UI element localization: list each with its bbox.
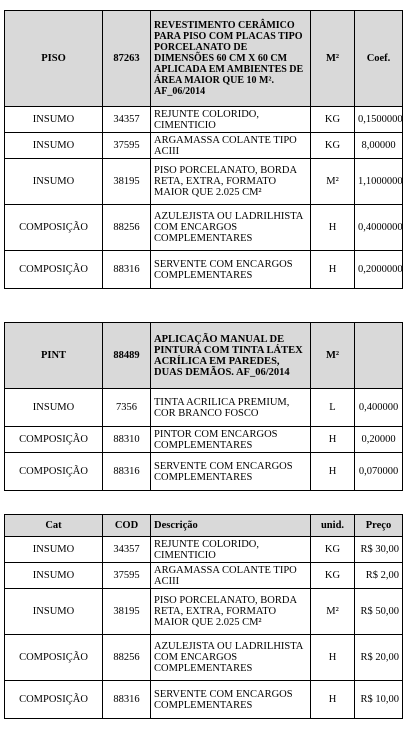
header-coef: Coef. — [355, 11, 403, 107]
cell-description: TINTA ACRILICA PREMIUM, COR BRANCO FOSCO — [151, 389, 311, 427]
cell-cod: 38195 — [103, 589, 151, 635]
cell-description: ARGAMASSA COLANTE TIPO ACIII — [151, 563, 311, 589]
cell-cod: 88316 — [103, 251, 151, 289]
cell-unit: KG — [311, 537, 355, 563]
cell-cat: COMPOSIÇÃO — [5, 427, 103, 453]
composition-table-pint — [4, 322, 403, 491]
cell-cat: INSUMO — [5, 589, 103, 635]
cell-coef: 0,2000000 — [355, 251, 403, 289]
cell-coef: 0,1500000 — [355, 107, 403, 133]
cell-price: R$ 50,00 — [355, 589, 403, 635]
cell-cat: COMPOSIÇÃO — [5, 453, 103, 491]
table-row — [5, 453, 403, 491]
cell-cod: 34357 — [103, 537, 151, 563]
cell-unit: H — [311, 427, 355, 453]
header-cat: Cat — [5, 515, 103, 537]
cell-coef: 0,4000000 — [355, 205, 403, 251]
header-description: REVESTIMENTO CERÂMICO PARA PISO COM PLACAS TIPO PORCELANATO DE DIMENSÕES 60 CM X 60 CM APLICADA EM AMBIENTES DE ÁREA MAIOR QUE 10 M². AF_06/2014 — [151, 11, 311, 107]
header-cat: PINT — [5, 323, 103, 389]
header-cat: PISO — [5, 11, 103, 107]
cell-description: REJUNTE COLORIDO, CIMENTICIO — [151, 107, 311, 133]
table-header-row — [5, 323, 403, 389]
cell-description: SERVENTE COM ENCARGOS COMPLEMENTARES — [151, 681, 311, 719]
cell-unit: H — [311, 681, 355, 719]
cell-unit: H — [311, 205, 355, 251]
cell-description: SERVENTE COM ENCARGOS COMPLEMENTARES — [151, 453, 311, 491]
table-row — [5, 133, 403, 159]
table-row — [5, 589, 403, 635]
table-row — [5, 251, 403, 289]
cell-price: R$ 30,00 — [355, 537, 403, 563]
header-description: Descrição — [151, 515, 311, 537]
cell-description: AZULEJISTA OU LADRILHISTA COM ENCARGOS COMPLEMENTARES — [151, 205, 311, 251]
header-coef — [355, 323, 403, 389]
cell-unit: KG — [311, 563, 355, 589]
table-row — [5, 537, 403, 563]
table-row — [5, 427, 403, 453]
table-row — [5, 389, 403, 427]
cell-description: PISO PORCELANATO, BORDA RETA, EXTRA, FORMATO MAIOR QUE 2.025 CM² — [151, 159, 311, 205]
cell-cat: COMPOSIÇÃO — [5, 251, 103, 289]
table-header-row — [5, 11, 403, 107]
header-unit: M² — [311, 11, 355, 107]
cell-cat: INSUMO — [5, 537, 103, 563]
cell-unit: M² — [311, 589, 355, 635]
table-row — [5, 159, 403, 205]
cell-cod: 7356 — [103, 389, 151, 427]
cell-cod: 34357 — [103, 107, 151, 133]
cell-cat: INSUMO — [5, 563, 103, 589]
cell-cod: 37595 — [103, 563, 151, 589]
cell-description: ARGAMASSA COLANTE TIPO ACIII — [151, 133, 311, 159]
cell-coef: 0,20000 — [355, 427, 403, 453]
table-row — [5, 107, 403, 133]
cell-unit: L — [311, 389, 355, 427]
cell-cod: 88256 — [103, 635, 151, 681]
cell-cat: INSUMO — [5, 133, 103, 159]
cell-cat: COMPOSIÇÃO — [5, 205, 103, 251]
cell-cod: 88316 — [103, 453, 151, 491]
cell-coef: 1,1000000 — [355, 159, 403, 205]
cell-cod: 88256 — [103, 205, 151, 251]
header-cod: 87263 — [103, 11, 151, 107]
cell-description: AZULEJISTA OU LADRILHISTA COM ENCARGOS COMPLEMENTARES — [151, 635, 311, 681]
cell-cat: INSUMO — [5, 389, 103, 427]
cell-description: PISO PORCELANATO, BORDA RETA, EXTRA, FORMATO MAIOR QUE 2.025 CM² — [151, 589, 311, 635]
table-row — [5, 205, 403, 251]
cell-unit: KG — [311, 107, 355, 133]
cell-cod: 88316 — [103, 681, 151, 719]
cell-cat: COMPOSIÇÃO — [5, 635, 103, 681]
cell-unit: H — [311, 251, 355, 289]
cell-cod: 37595 — [103, 133, 151, 159]
cell-cat: INSUMO — [5, 159, 103, 205]
header-description: APLICAÇÃO MANUAL DE PINTURA COM TINTA LÁTEX ACRÍLICA EM PAREDES, DUAS DEMÃOS. AF_06/2014 — [151, 323, 311, 389]
composition-table-piso — [4, 10, 403, 289]
cell-price: R$ 10,00 — [355, 681, 403, 719]
table-row — [5, 681, 403, 719]
cell-description: SERVENTE COM ENCARGOS COMPLEMENTARES — [151, 251, 311, 289]
header-unit: unid. — [311, 515, 355, 537]
cell-unit: M² — [311, 159, 355, 205]
header-cod: 88489 — [103, 323, 151, 389]
cell-price: R$ 20,00 — [355, 635, 403, 681]
table-row — [5, 635, 403, 681]
cell-coef: 0,070000 — [355, 453, 403, 491]
table-header-row — [5, 515, 403, 537]
cell-coef: 8,00000 — [355, 133, 403, 159]
cell-unit: H — [311, 635, 355, 681]
header-unit: M² — [311, 323, 355, 389]
cell-description: PINTOR COM ENCARGOS COMPLEMENTARES — [151, 427, 311, 453]
cell-description: REJUNTE COLORIDO, CIMENTICIO — [151, 537, 311, 563]
cell-coef: 0,400000 — [355, 389, 403, 427]
table-row — [5, 563, 403, 589]
cell-unit: KG — [311, 133, 355, 159]
cell-cod: 38195 — [103, 159, 151, 205]
cell-cod: 88310 — [103, 427, 151, 453]
cell-cat: COMPOSIÇÃO — [5, 681, 103, 719]
cell-unit: H — [311, 453, 355, 491]
header-cod: COD — [103, 515, 151, 537]
cell-cat: INSUMO — [5, 107, 103, 133]
price-table — [4, 514, 403, 719]
header-price: Preço — [355, 515, 403, 537]
cell-price: R$ 2,00 — [355, 563, 403, 589]
